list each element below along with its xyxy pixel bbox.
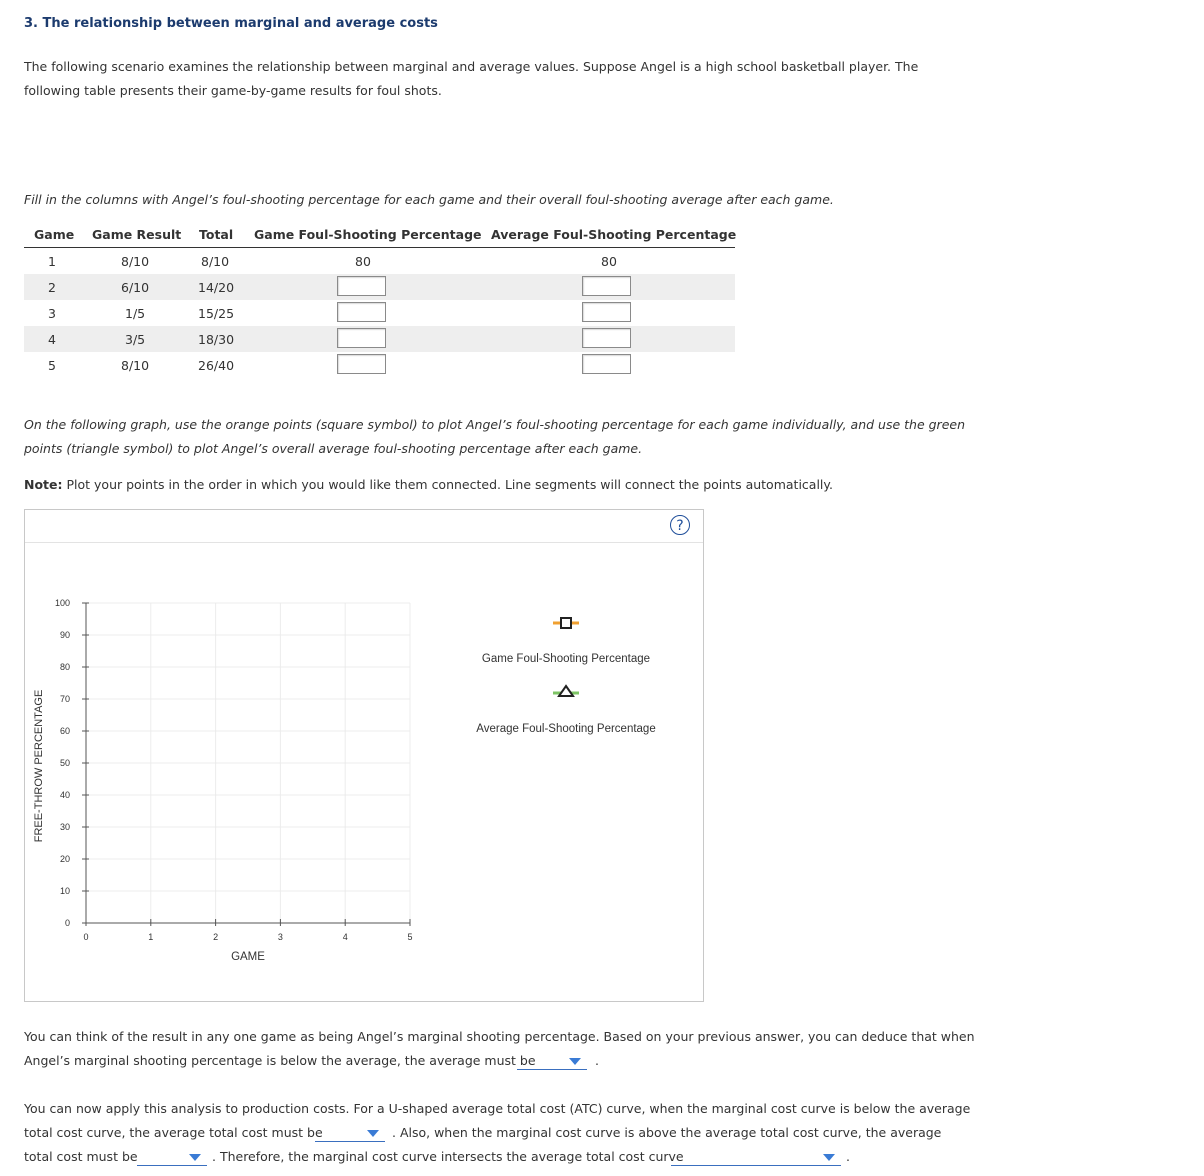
- x-tick-label: 3: [277, 932, 283, 942]
- table-row: [24, 248, 735, 274]
- y-tick-label: 70: [59, 694, 70, 704]
- cell-avg-pct: 80: [601, 254, 617, 269]
- cell-game: 5: [48, 358, 56, 373]
- intersection-dropdown[interactable]: [671, 1149, 841, 1166]
- game-pct-input-5[interactable]: [337, 354, 386, 374]
- graph-instruction-line-1: On the following graph, use the orange points (square symbol) to plot Angel’s foul-shooting percentage for each game individually, and use the green: [24, 417, 966, 432]
- x-tick-label: 2: [213, 932, 219, 942]
- marginal-line-2: Angel’s marginal shooting percentage is below the average, the average must be: [24, 1053, 536, 1068]
- table-row: [24, 326, 735, 352]
- triangle-marker-icon: [559, 686, 573, 696]
- y-tick-label: 80: [59, 662, 70, 672]
- x-tick-label: 5: [407, 932, 413, 942]
- cell-game: 3: [48, 306, 56, 321]
- game-pct-input-3[interactable]: [337, 302, 386, 322]
- chart-area[interactable]: [25, 510, 703, 1001]
- cell-result: 8/10: [121, 358, 150, 373]
- avg-pct-input-2[interactable]: [582, 276, 631, 296]
- header-total: Total: [199, 227, 234, 242]
- chevron-down-icon: [823, 1154, 835, 1161]
- header-game-result: Game Result: [92, 227, 182, 242]
- legend-game-label: Game Foul-Shooting Percentage: [481, 653, 651, 665]
- cell-total: 26/40: [198, 358, 235, 373]
- y-axis-label: FREE-THROW PERCENTAGE: [33, 689, 45, 843]
- cost-line-3: total cost must be: [24, 1149, 138, 1164]
- avg-pct-input-5[interactable]: [582, 354, 631, 374]
- table-row: [24, 274, 735, 300]
- cost-line-2-end: . Also, when the marginal cost curve is above the average total cost curve, the average: [392, 1125, 942, 1140]
- chevron-down-icon: [367, 1130, 379, 1137]
- header-game-pct: Game Foul-Shooting Percentage: [254, 227, 482, 242]
- chevron-down-icon: [569, 1058, 581, 1065]
- help-icon[interactable]: ?: [670, 515, 690, 535]
- cell-game: 4: [48, 332, 56, 347]
- cell-game: 2: [48, 280, 56, 295]
- cost-line-2: total cost curve, the average total cost must be: [24, 1125, 323, 1140]
- x-tick-label: 4: [342, 932, 348, 942]
- x-tick-label: 0: [83, 932, 89, 942]
- graph-instruction: [24, 413, 965, 461]
- table-instruction: Fill in the columns with Angel’s foul-shooting percentage for each game and their overall foul-shooting average after each game.: [24, 192, 834, 207]
- cost-line-3-mid: . Therefore, the marginal cost curve intersects the average total cost curve: [212, 1149, 684, 1164]
- legend-avg-pct[interactable]: [476, 686, 655, 735]
- cell-total: 14/20: [198, 280, 235, 295]
- legend-game-pct[interactable]: [482, 618, 650, 665]
- marginal-line-1: You can think of the result in any one game as being Angel’s marginal shooting percentage. Based on your previous answer, you can deduce that when: [24, 1029, 975, 1044]
- cost-line-3-end: .: [846, 1149, 850, 1164]
- header-game: Game: [34, 227, 75, 242]
- average-direction-dropdown[interactable]: [517, 1053, 587, 1070]
- game-pct-input-4[interactable]: [337, 328, 386, 348]
- header-avg-pct: Average Foul-Shooting Percentage: [491, 227, 737, 242]
- cell-result: 8/10: [121, 254, 150, 269]
- atc-below-dropdown[interactable]: [315, 1125, 385, 1142]
- y-tick-label: 90: [59, 630, 70, 640]
- graph-panel: [24, 509, 704, 1002]
- game-pct-input-2[interactable]: [337, 276, 386, 296]
- cost-line-1: You can now apply this analysis to production costs. For a U-shaped average total cost (ATC) curve, when the marginal cost curve is below the average: [24, 1101, 971, 1116]
- avg-pct-input-3[interactable]: [582, 302, 631, 322]
- cell-result: 6/10: [121, 280, 150, 295]
- cell-total: 18/30: [198, 332, 235, 347]
- intro-paragraph: [24, 55, 918, 103]
- cell-game-pct: 80: [355, 254, 371, 269]
- y-tick-label: 60: [59, 726, 70, 736]
- table-row: [24, 300, 735, 326]
- cell-total: 8/10: [201, 254, 230, 269]
- question-title: 3. The relationship between marginal and average costs: [24, 16, 438, 31]
- x-axis-label: GAME: [231, 951, 265, 963]
- y-tick-label: 10: [59, 886, 70, 896]
- square-marker-icon: [561, 618, 571, 628]
- y-tick-label: 0: [64, 918, 70, 928]
- cell-game: 1: [48, 254, 56, 269]
- table-header-row: [24, 223, 735, 248]
- avg-pct-input-4[interactable]: [582, 328, 631, 348]
- note-text: Plot your points in the order in which you would like them connected. Line segments will connect the points automatically.: [62, 477, 833, 492]
- graph-instruction-line-2: points (triangle symbol) to plot Angel’s overall average foul-shooting percentage after each game.: [24, 441, 643, 456]
- y-tick-label: 50: [59, 758, 70, 768]
- intro-line-1: The following scenario examines the relationship between marginal and average values. Suppose Angel is a high school basketball player. The: [24, 59, 919, 74]
- x-tick-label: 1: [148, 932, 154, 942]
- marginal-paragraph: [24, 1025, 1024, 1049]
- cell-total: 15/25: [198, 306, 235, 321]
- legend-avg-label: Average Foul-Shooting Percentage: [476, 723, 656, 735]
- intro-line-2: following table presents their game-by-game results for foul shots.: [24, 83, 442, 98]
- marginal-line-2-end: .: [595, 1053, 599, 1068]
- cell-result: 1/5: [125, 306, 146, 321]
- y-tick-label: 20: [59, 854, 70, 864]
- y-tick-label: 30: [59, 822, 70, 832]
- cell-result: 3/5: [125, 332, 146, 347]
- table-row: [24, 352, 735, 378]
- chevron-down-icon: [189, 1154, 201, 1161]
- note: [24, 473, 833, 497]
- atc-above-dropdown[interactable]: [137, 1149, 207, 1166]
- y-tick-label: 40: [59, 790, 70, 800]
- y-tick-label: 100: [54, 598, 70, 608]
- note-label: Note:: [24, 477, 63, 492]
- results-table: [24, 223, 735, 378]
